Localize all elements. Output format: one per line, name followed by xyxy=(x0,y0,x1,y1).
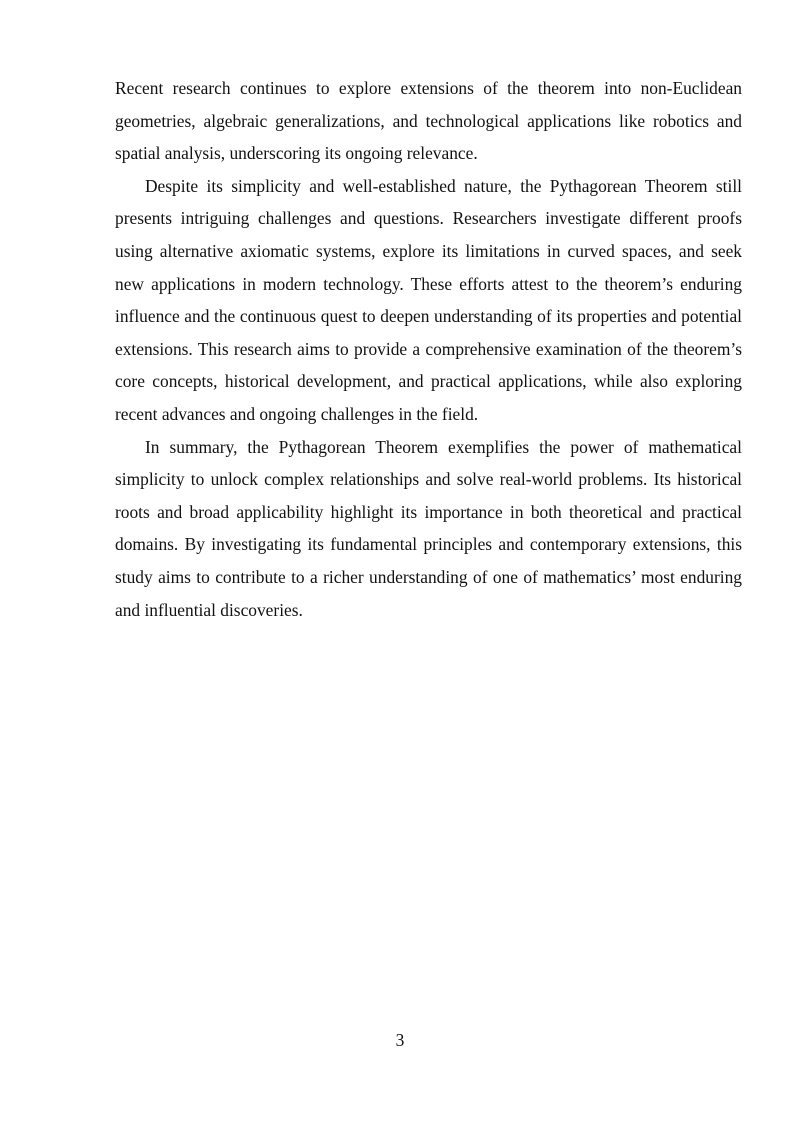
page-number: 3 xyxy=(395,1030,405,1050)
body-text xyxy=(115,72,742,626)
paragraph-continuation: Recent research continues to explore extensions of the theorem into non-Euclidean geometries, algebraic generalizations, and technological applications like robotics and spatial analysis, underscoring its ongoing relevance. xyxy=(115,78,742,164)
paragraph-challenges: Despite its simplicity and well-established nature, the Pythagorean Theorem still presents intriguing challenges and questions. Researchers investigate different proofs using alternative axiomatic systems, explore its limitations in curved spaces, and seek new applications in modern technology. These efforts attest to the theorem’s enduring influence and the continuous quest to deepen understanding of its properties and potential extensions. This research aims to provide a comprehensive examination of the theorem’s core concepts, historical development, and practical applications, while also exploring recent advances and ongoing challenges in the field. xyxy=(115,175,742,424)
paragraph-summary: In summary, the Pythagorean Theorem exemplifies the power of mathematical simplicity to unlock complex relationships and solve real-world problems. Its historical roots and broad applicability highlight its importance in both theoretical and practical domains. By investigating its fundamental principles and contemporary extensions, this study aims to contribute to a richer understanding of one of mathematics’ most enduring and influential discoveries. xyxy=(115,436,742,620)
